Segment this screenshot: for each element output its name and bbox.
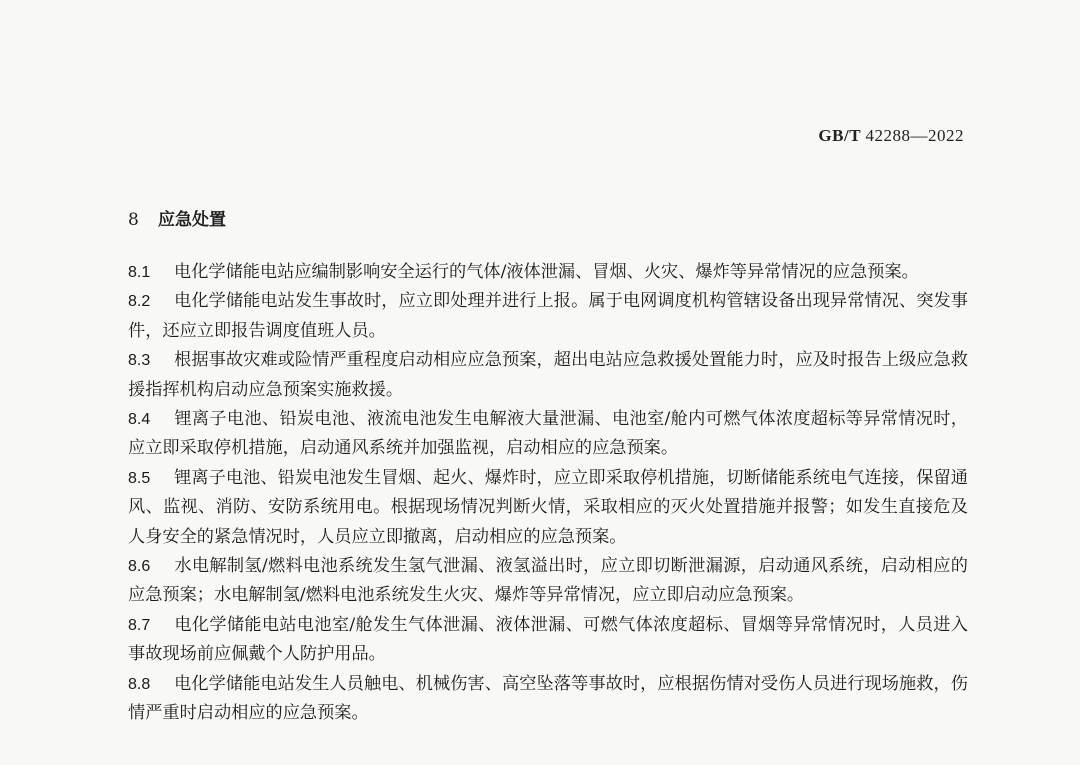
clause-8-3: [128, 346, 968, 405]
standard-code-number: 42288—2022: [865, 126, 964, 145]
clause-8-8: [128, 670, 968, 729]
clause-number: 8.5: [128, 469, 151, 487]
standard-code: [818, 126, 964, 146]
clause-8-2: [128, 287, 968, 346]
clause-8-6: [128, 552, 968, 611]
section-number: 8: [128, 210, 139, 230]
clause-text: 电化学储能电站应编制影响安全运行的气体/液体泄漏、冒烟、火灾、爆炸等异常情况的应急预案。: [174, 262, 919, 282]
clause-text: 电化学储能电站电池室/舱发生气体泄漏、液体泄漏、可燃气体浓度超标、冒烟等异常情况时，人员进入事故现场前应佩戴个人防护用品。: [128, 614, 968, 665]
clause-number: 8.2: [128, 293, 151, 311]
section-heading: [128, 205, 226, 230]
clause-text: 锂离子电池、铅炭电池发生冒烟、起火、爆炸时，应立即采取停机措施，切断储能系统电气连接，保留通风、监视、消防、安防系统用电。根据现场情况判断火情，采取相应的灭火处置措施并报警；如发生直接危及人身安全的紧急情况时，人员应立即撤离，启动相应的应急预案。: [128, 467, 968, 547]
clause-8-5: [128, 464, 968, 552]
section-title: 应急处置: [158, 210, 226, 230]
clause-number: 8.7: [128, 616, 151, 634]
clause-number: 8.8: [128, 675, 151, 693]
clause-number: 8.4: [128, 411, 151, 429]
clause-number: 8.6: [128, 558, 151, 576]
clause-number: 8.3: [128, 352, 151, 370]
clause-8-1: [128, 258, 968, 287]
standard-code-prefix: GB/T: [818, 126, 861, 145]
clause-list: [128, 258, 968, 729]
clause-text: 水电解制氢/燃料电池系统发生氢气泄漏、液氢溢出时，应立即切断泄漏源，启动通风系统，启动相应的应急预案；水电解制氢/燃料电池系统发生火灾、爆炸等异常情况，应立即启动应急预案。: [128, 556, 968, 606]
clause-text: 电化学储能电站发生人员触电、机械伤害、高空坠落等事故时，应根据伤情对受伤人员进行现场施救，伤情严重时启动相应的应急预案。: [128, 673, 968, 724]
clause-text: 锂离子电池、铅炭电池、液流电池发生电解液大量泄漏、电池室/舱内可燃气体浓度超标等异常情况时，应立即采取停机措施，启动通风系统并加强监视，启动相应的应急预案。: [128, 409, 968, 459]
clause-8-4: [128, 405, 968, 464]
clause-text: 根据事故灾难或险情严重程度启动相应应急预案，超出电站应急救援处置能力时，应及时报告上级应急救援指挥机构启动应急预案实施救援。: [128, 350, 968, 400]
clause-number: 8.1: [128, 264, 151, 281]
clause-text: 电化学储能电站发生事故时，应立即处理并进行上报。属于电网调度机构管辖设备出现异常情况、突发事件，还应立即报告调度值班人员。: [128, 291, 968, 341]
clause-8-7: [128, 611, 968, 670]
